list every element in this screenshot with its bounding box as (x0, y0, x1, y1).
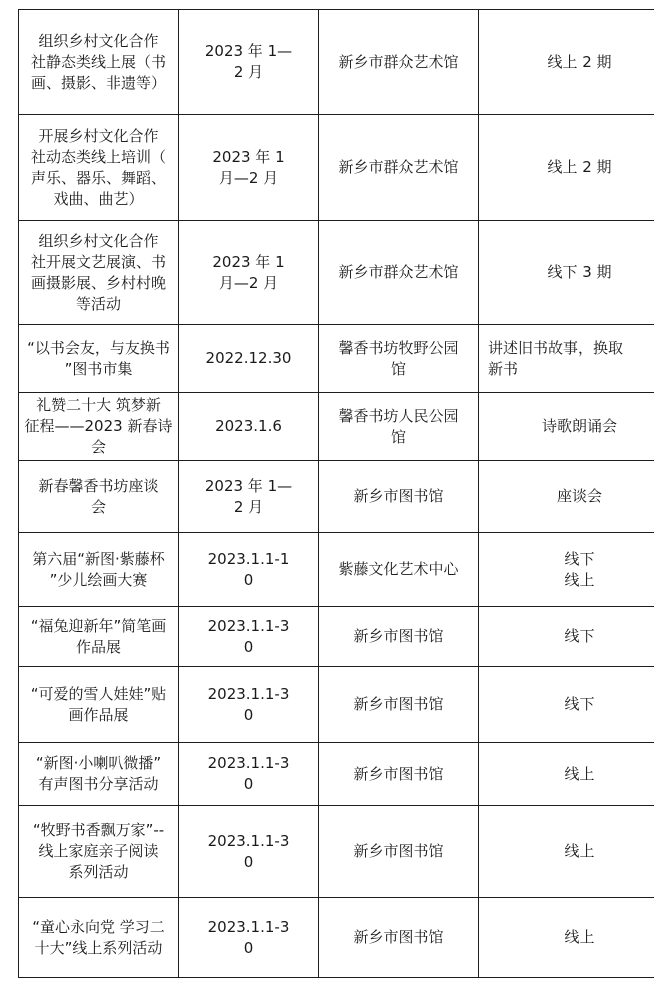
activity-cell: 新春馨香书坊座谈 会 (19, 461, 179, 533)
date-cell: 2023 年 1— 2 月 (179, 461, 319, 533)
date-cell: 2023 年 1 月—2 月 (179, 115, 319, 221)
activity-table-wrapper (18, 9, 636, 978)
table-row (19, 533, 654, 607)
date-cell: 2023 年 1 月—2 月 (179, 221, 319, 325)
table-row (19, 393, 654, 461)
table-row (19, 461, 654, 533)
venue-cell: 紫藤文化艺术中心 (319, 533, 479, 607)
form-cell: 座谈会 (479, 461, 654, 533)
activity-cell: “新图·小喇叭微播” 有声图书分享活动 (19, 743, 179, 806)
venue-cell: 新乡市图书馆 (319, 806, 479, 898)
form-cell: 线下 3 期 (479, 221, 654, 325)
form-cell: 线下 (479, 667, 654, 743)
form-cell: 线上 2 期 (479, 10, 654, 115)
activity-cell: “福兔迎新年”简笔画 作品展 (19, 607, 179, 667)
form-cell: 线上 (479, 806, 654, 898)
venue-cell: 新乡市图书馆 (319, 667, 479, 743)
date-cell: 2023.1.6 (179, 393, 319, 461)
date-cell: 2023.1.1-3 0 (179, 743, 319, 806)
table-row (19, 743, 654, 806)
venue-cell: 新乡市图书馆 (319, 743, 479, 806)
date-cell: 2022.12.30 (179, 325, 319, 393)
table-row (19, 325, 654, 393)
table-row (19, 10, 654, 115)
venue-cell: 新乡市群众艺术馆 (319, 221, 479, 325)
table-row (19, 607, 654, 667)
venue-cell: 新乡市图书馆 (319, 898, 479, 978)
date-cell: 2023.1.1-3 0 (179, 667, 319, 743)
table-row (19, 898, 654, 978)
date-cell: 2023 年 1— 2 月 (179, 10, 319, 115)
venue-cell: 新乡市群众艺术馆 (319, 115, 479, 221)
activity-cell: 礼赞二十大 筑梦新 征程——2023 新春诗 会 (19, 393, 179, 461)
form-cell: 讲述旧书故事，换取 新书 (479, 325, 654, 393)
form-cell: 线上 (479, 743, 654, 806)
activity-cell: “童心永向党 学习二 十大”线上系列活动 (19, 898, 179, 978)
date-cell: 2023.1.1-3 0 (179, 898, 319, 978)
activity-cell: 组织乡村文化合作 社静态类线上展（书 画、摄影、非遗等） (19, 10, 179, 115)
venue-cell: 新乡市图书馆 (319, 607, 479, 667)
activity-cell: 开展乡村文化合作 社动态类线上培训（ 声乐、器乐、舞蹈、 戏曲、曲艺） (19, 115, 179, 221)
activity-cell: “以书会友，与友换书 ”图书市集 (19, 325, 179, 393)
form-cell: 线下 线上 (479, 533, 654, 607)
activity-table (18, 9, 654, 978)
table-row (19, 221, 654, 325)
venue-cell: 馨香书坊人民公园 馆 (319, 393, 479, 461)
date-cell: 2023.1.1-1 0 (179, 533, 319, 607)
table-row (19, 806, 654, 898)
table-row (19, 115, 654, 221)
form-cell: 线上 (479, 898, 654, 978)
activity-cell: 第六届“新图·紫藤杯 ”少儿绘画大赛 (19, 533, 179, 607)
activity-cell: 组织乡村文化合作 社开展文艺展演、书 画摄影展、乡村村晚 等活动 (19, 221, 179, 325)
form-cell: 线上 2 期 (479, 115, 654, 221)
table-row (19, 667, 654, 743)
date-cell: 2023.1.1-3 0 (179, 607, 319, 667)
form-cell: 线下 (479, 607, 654, 667)
venue-cell: 新乡市图书馆 (319, 461, 479, 533)
venue-cell: 馨香书坊牧野公园 馆 (319, 325, 479, 393)
date-cell: 2023.1.1-3 0 (179, 806, 319, 898)
form-cell: 诗歌朗诵会 (479, 393, 654, 461)
activity-table-body (19, 10, 654, 978)
activity-cell: “可爱的雪人娃娃”贴 画作品展 (19, 667, 179, 743)
activity-cell: “牧野书香飘万家”-- 线上家庭亲子阅读 系列活动 (19, 806, 179, 898)
venue-cell: 新乡市群众艺术馆 (319, 10, 479, 115)
